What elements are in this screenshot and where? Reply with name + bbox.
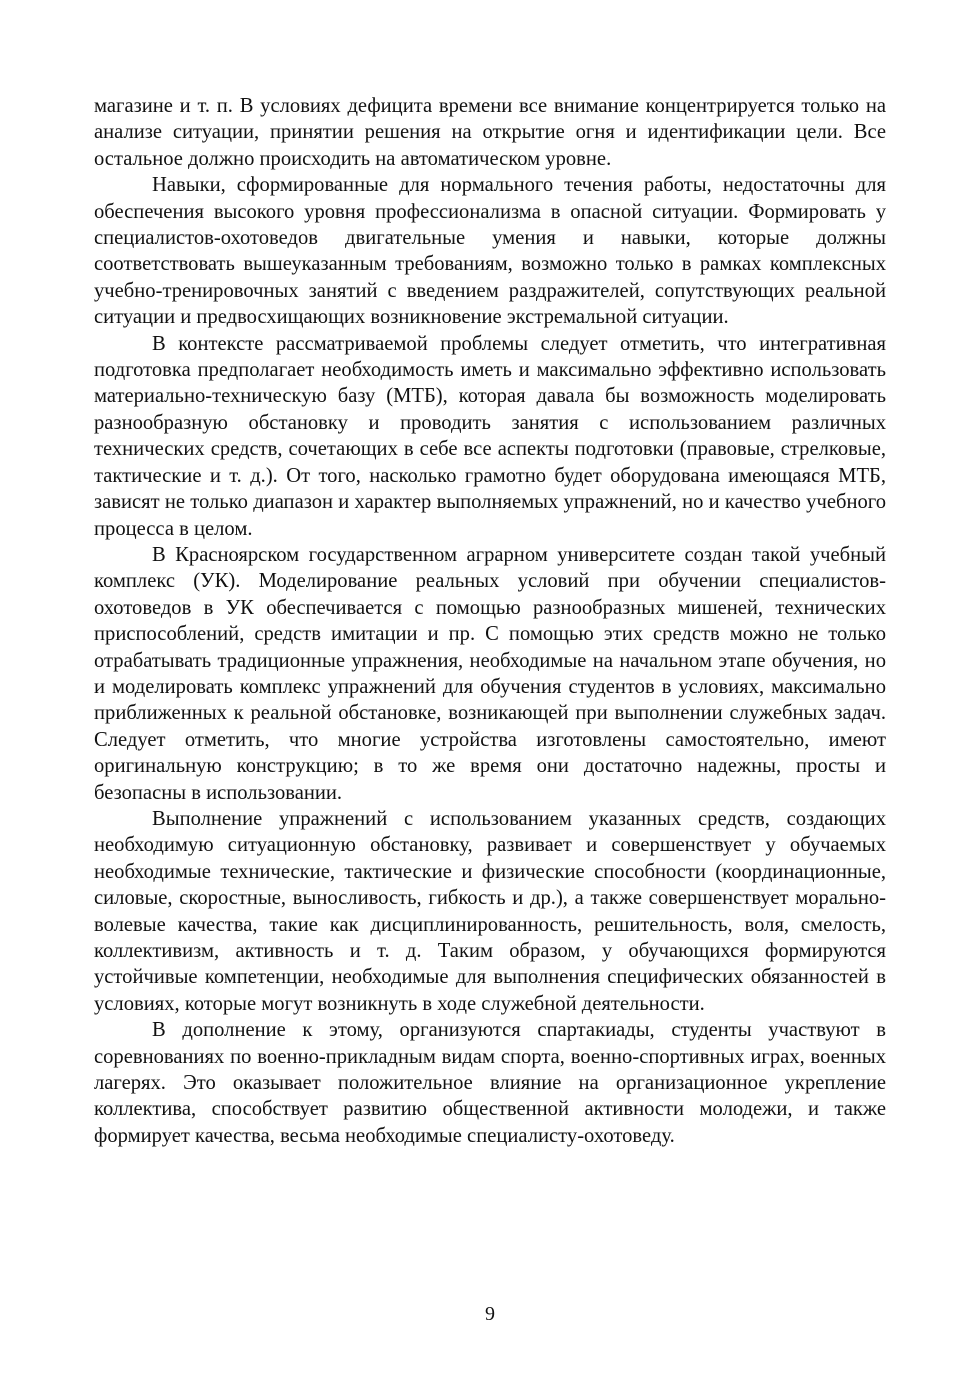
page-number: 9 [485, 1303, 495, 1325]
paragraph-5: Выполнение упражнений с использованием указанных средств, создающих необходимую ситуационную обстановку, развивает и совершенствует у обучаемых необходимые технические, тактические и физические способности (координационные, силовые, скоростные, выносливость, гибкость и др.), а также совершенствует морально-волевые качества, такие как дисциплинированность, решительность, воля, смелость, коллективизм, активность и т. д. Таким образом, у обучающихся формируются устойчивые компетенции, необходимые для выполнения специфических обязанностей в условиях, которые могут возникнуть в ходе служебной деятельности. [94, 807, 886, 1015]
paragraph-2: Навыки, сформированные для нормального течения работы, недостаточны для обеспечения высокого уровня профессионализма в опасной ситуации. Формировать у специалистов-охотоведов двигательные умения и навыки, которые должны соответствовать вышеуказанным требованиям, возможно только в рамках комплексных учебно-тренировочных занятий с введением раздражителей, сопутствующих реальной ситуации и предвосхищающих возникновение экстремальной ситуации. [94, 174, 886, 329]
paragraph-1: магазине и т. п. В условиях дефицита времени все внимание концентрируется только на анализе ситуации, принятии решения на открытие огня и идентификации цели. Все остальное должно происходить на автоматическом уровне. [94, 95, 886, 170]
paragraph-4: В Красноярском государственном аграрном университете создан такой учебный комплекс (УК). Моделирование реальных условий при обучении специалистов-охотоведов в УК обеспечивается с помощью разнообразных мишеней, технических приспособлений, средств имитации и пр. С помощью этих средств можно не только отрабатывать традиционные упражнения, необходимые на начальном этапе обучения, но и моделировать комплекс упражнений для обучения студентов в условиях, максимально приближенных к реальной обстановке, возникающей при выполнении служебных задач. Следует отметить, что многие устройства изготовлены самостоятельно, имеют оригинальную конструкцию; в то же время они достаточно надежны, просты и безопасны в использовании. [94, 543, 886, 804]
paragraph-3: В контексте рассматриваемой проблемы следует отметить, что интегративная подготовка предполагает необходимость иметь и максимально эффективно использовать материально-техническую базу (МТБ), которая давала бы возможность моделировать разнообразную обстановку и проводить занятия с использованием различных технических средств, сочетающих в себе все аспекты подготовки (правовые, стрелковые, тактические и т. д.). От того, насколько грамотно будет оборудована имеющаяся МТБ, зависят не только диапазон и характер выполняемых упражнений, но и качество учебного процесса в целом. [94, 332, 886, 540]
paragraph-6: В дополнение к этому, организуются спартакиады, студенты участвуют в соревнованиях по военно-прикладным видам спорта, военно-спортивных играх, военных лагерях. Это оказывает положительное влияние на организационное укрепление коллектива, способствует развитию общественной активности молодежи, и также формирует качества, весьма необходимые специалисту-охотоведу. [94, 1019, 886, 1147]
body-text [94, 93, 886, 1149]
